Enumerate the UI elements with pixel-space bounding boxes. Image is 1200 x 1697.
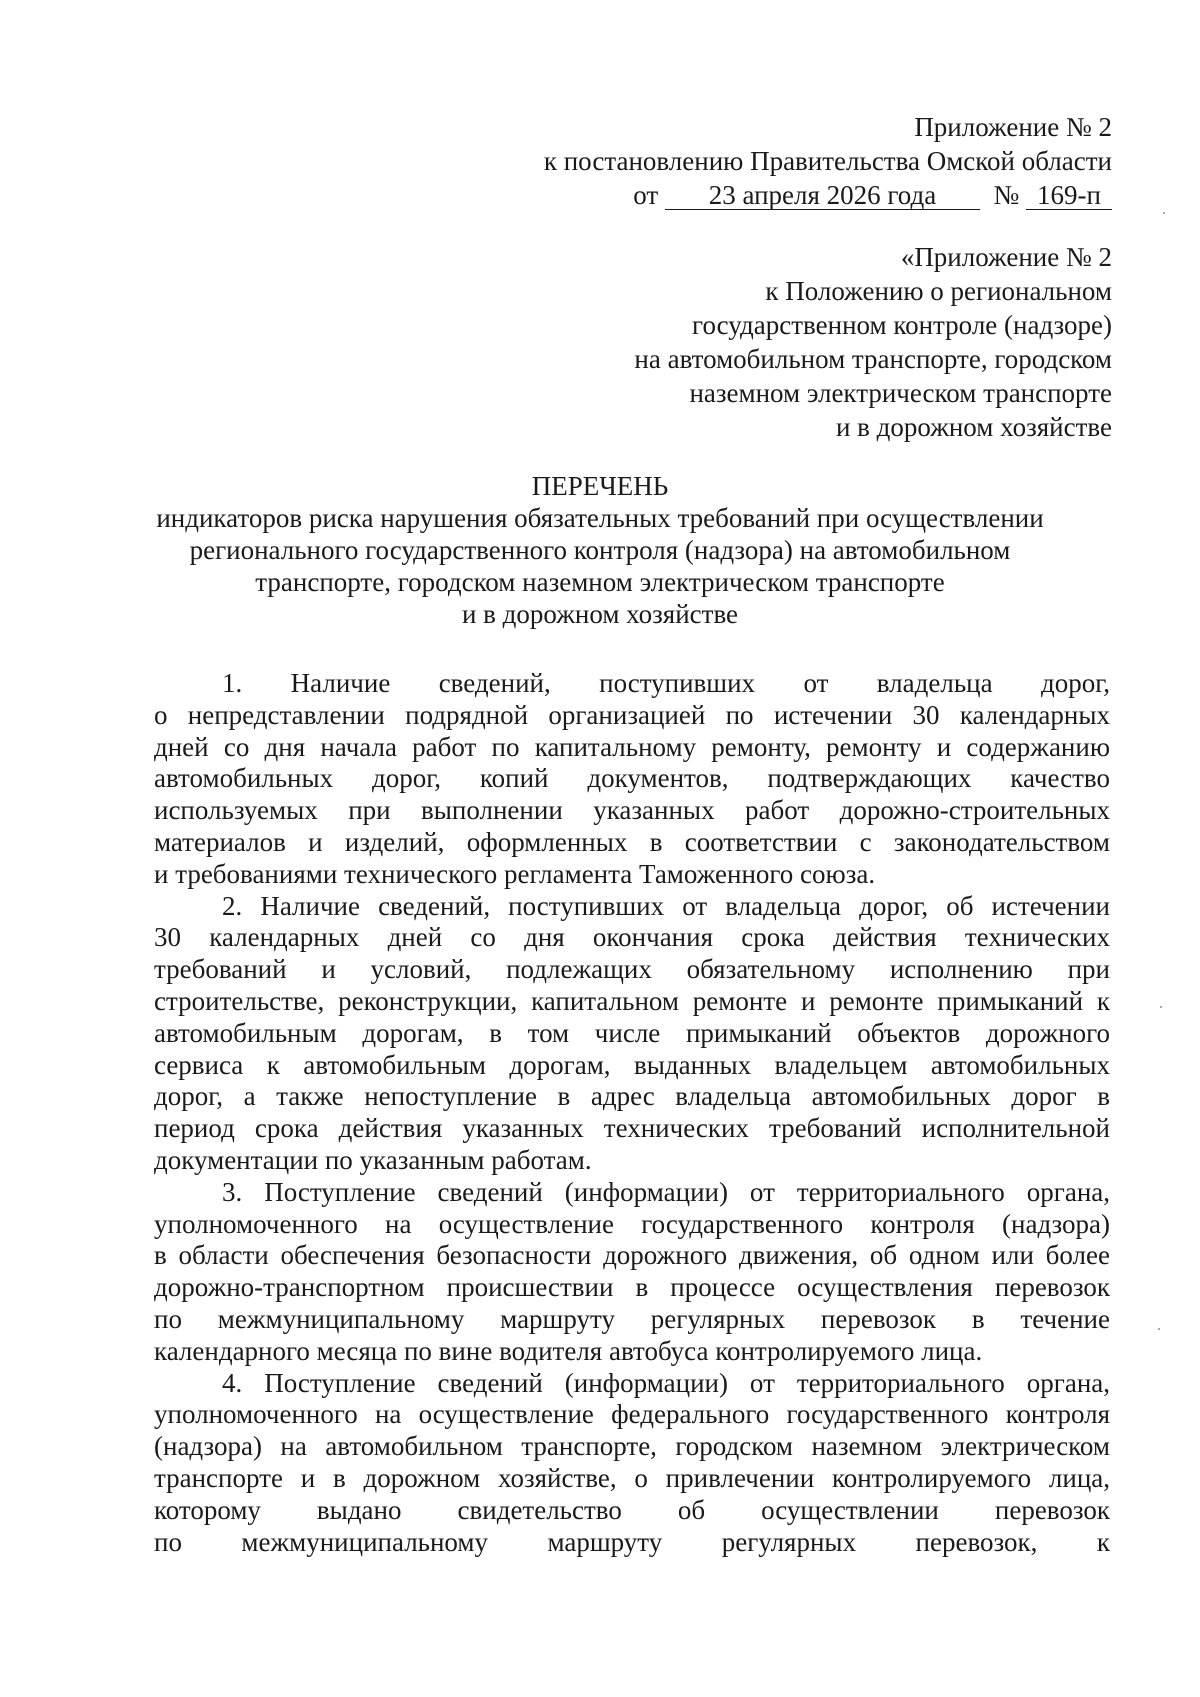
appendix-line: к Положению о региональном: [765, 276, 1112, 306]
paragraph-line: по межмуниципальному маршруту регулярных перевозок, к: [154, 1526, 1110, 1557]
paragraph-line: по межмуниципальному маршруту регулярных перевозок в течение: [154, 1303, 1110, 1334]
title-line: индикаторов риска нарушения обязательных требований при осуществлении: [156, 503, 1044, 533]
paragraph-2: [154, 891, 1110, 1177]
paragraph-line: материалов и изделий, оформленных в соответствии с законодательством: [154, 826, 1110, 857]
paragraph-4: [154, 1368, 1110, 1559]
paragraph-line: в области обеспечения безопасности дорожного движения, об одном или более: [154, 1240, 1110, 1271]
header-date-number-line: [544, 178, 1112, 212]
paragraph-line: которому выдано свидетельство об осуществлении перевозок: [154, 1494, 1110, 1525]
paragraph-line: период срока действия указанных технических требований исполнительной: [154, 1113, 1110, 1144]
title-heading: ПЕРЕЧЕНЬ: [531, 471, 669, 501]
paragraph-line: уполномоченного на осуществление федерального государственного контроля: [154, 1399, 1110, 1430]
paragraph-line: 2. Наличие сведений, поступивших от владельца дорог, об истечении: [222, 890, 1110, 921]
scan-speck: [1158, 1328, 1160, 1330]
paragraph-line: календарного месяца по вине водителя автобуса контролируемого лица.: [154, 1335, 983, 1366]
paragraph-line: транспорте и в дорожном хозяйстве, о привлечении контролируемого лица,: [154, 1462, 1110, 1493]
document-body: [154, 668, 1110, 1558]
paragraph-line: 4. Поступление сведений (информации) от территориального органа,: [222, 1367, 1110, 1398]
paragraph-line: строительстве, реконструкции, капитальном ремонте и ремонте примыканий к: [154, 985, 1110, 1016]
paragraph-line: 1. Наличие сведений, поступивших от владельца дорог,: [222, 668, 1110, 698]
appendix-line: государственном контроле (надзоре): [692, 310, 1112, 340]
paragraph-line: дней со дня начала работ по капитальному ремонту, ремонту и содержанию: [154, 731, 1110, 762]
scan-speck: [1160, 1006, 1162, 1008]
paragraph-line: 30 календарных дней со дня окончания срока действия технических: [154, 922, 1110, 953]
title-line: регионального государственного контроля (надзора) на автомобильном: [189, 535, 1011, 565]
appendix-line: на автомобильном транспорте, городском: [634, 344, 1112, 374]
paragraph-line: и требованиями технического регламента Таможенного союза.: [154, 858, 876, 889]
paragraph-line: документации по указанным работам.: [154, 1144, 592, 1175]
resolution-header: [544, 110, 1112, 212]
paragraph-line: 3. Поступление сведений (информации) от территориального органа,: [222, 1176, 1110, 1207]
number-prefix: №: [993, 180, 1020, 210]
paragraph-line: сервиса к автомобильным дорогам, выданных владельцем автомобильных: [154, 1049, 1110, 1080]
appendix-line: «Приложение № 2: [900, 242, 1112, 272]
appendix-reference: [634, 240, 1112, 444]
paragraph-3: [154, 1177, 1110, 1368]
date-prefix: от: [633, 180, 659, 210]
document-title: [100, 470, 1100, 630]
appendix-line: наземном электрическом транспорте: [689, 378, 1112, 408]
paragraph-line: автомобильных дорог, копий документов, подтверждающих качество: [154, 763, 1110, 794]
date-field: 23 апреля 2026 года: [665, 181, 980, 210]
title-line: транспорте, городском наземном электрическом транспорте: [255, 567, 945, 597]
paragraph-line: автомобильным дорогам, в том числе примыканий объектов дорожного: [154, 1017, 1110, 1048]
paragraph-line: требований и условий, подлежащих обязательному исполнению при: [154, 954, 1110, 985]
paragraph-line: уполномоченного на осуществление государственного контроля (надзора): [154, 1208, 1110, 1239]
paragraph-line: дорог, а также непоступление в адрес владельца автомобильных дорог в: [154, 1081, 1110, 1112]
paragraph-line: (надзора) на автомобильном транспорте, городском наземном электрическом: [154, 1431, 1110, 1462]
number-field: 169-п: [1026, 181, 1112, 210]
header-appendix-label: Приложение № 2: [914, 112, 1112, 142]
appendix-line: и в дорожном хозяйстве: [835, 412, 1112, 442]
paragraph-1: [154, 668, 1110, 891]
paragraph-line: используемых при выполнении указанных работ дорожно-строительных: [154, 795, 1110, 826]
paragraph-line: о непредставлении подрядной организацией по истечении 30 календарных: [154, 699, 1110, 730]
scan-speck: [1163, 212, 1165, 214]
header-resolution-ref: к постановлению Правительства Омской области: [543, 146, 1112, 176]
title-line: и в дорожном хозяйстве: [461, 599, 739, 629]
paragraph-line: дорожно-транспортном происшествии в процессе осуществления перевозок: [154, 1272, 1110, 1303]
